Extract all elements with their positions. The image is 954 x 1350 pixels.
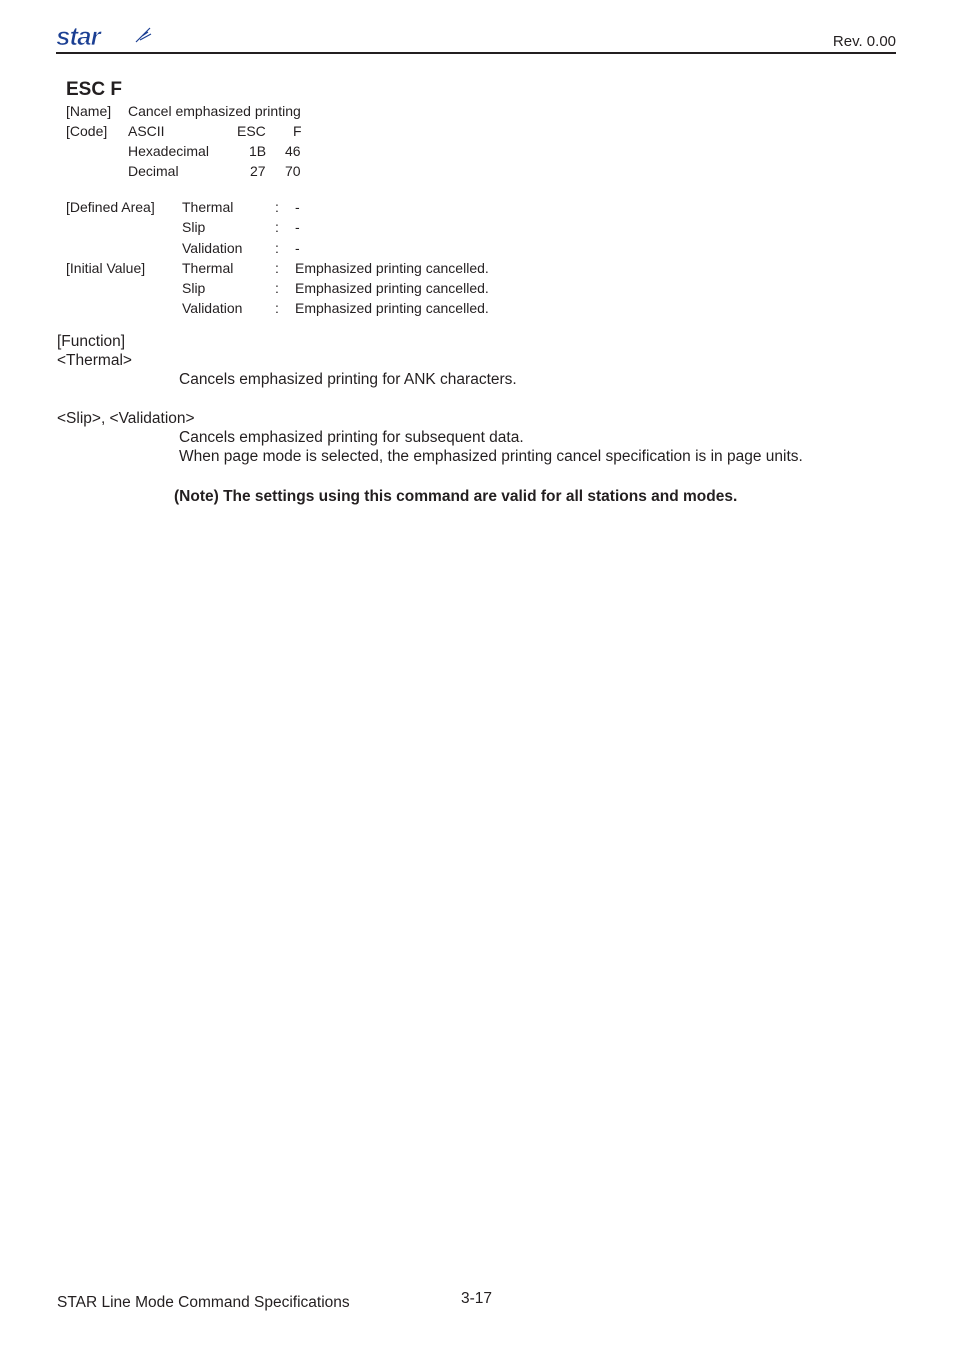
star-logo xyxy=(56,24,152,50)
defined-area-value: - xyxy=(295,219,300,235)
initial-value-station: Thermal xyxy=(182,260,234,276)
command-title: ESC F xyxy=(66,79,122,100)
defined-area-station: Slip xyxy=(182,219,206,235)
function-label: [Function] xyxy=(57,333,126,350)
note-text: (Note) The settings using this command are valid for all stations and modes. xyxy=(174,488,738,505)
code-row-value-b: 46 xyxy=(285,143,301,159)
defined-area-separator: : xyxy=(275,240,279,256)
thermal-description: Cancels emphasized printing for ANK characters. xyxy=(179,371,517,388)
initial-value-separator: : xyxy=(275,280,279,296)
initial-value-value: Emphasized printing cancelled. xyxy=(295,280,489,296)
logo-wordmark: star xyxy=(56,24,100,50)
page-number: 3-17 xyxy=(461,1290,493,1307)
logo-swoosh-icon xyxy=(136,28,151,42)
initial-value-separator: : xyxy=(275,300,279,316)
defined-area-station: Thermal xyxy=(182,199,234,215)
header-rule xyxy=(56,52,896,54)
thermal-heading: <Thermal> xyxy=(57,352,132,369)
code-row-value-b: F xyxy=(293,123,302,139)
initial-value-station: Slip xyxy=(182,280,206,296)
defined-area-separator: : xyxy=(275,219,279,235)
defined-area-separator: : xyxy=(275,199,279,215)
initial-value-value: Emphasized printing cancelled. xyxy=(295,260,489,276)
initial-value-label: [Initial Value] xyxy=(66,260,146,276)
initial-value-value: Emphasized printing cancelled. xyxy=(295,300,489,316)
slip-description-line1: Cancels emphasized printing for subsequent data. xyxy=(179,429,524,446)
name-label: [Name] xyxy=(66,103,112,119)
slip-validation-heading: <Slip>, <Validation> xyxy=(57,410,195,427)
defined-area-value: - xyxy=(295,240,300,256)
code-row-label: ASCII xyxy=(128,123,165,139)
code-row-label: Decimal xyxy=(128,163,179,179)
code-row-value-a: 27 xyxy=(250,163,266,179)
slip-description-line2: When page mode is selected, the emphasized printing cancel specification is in page units. xyxy=(179,448,803,465)
revision-label: Rev. 0.00 xyxy=(832,33,896,50)
code-row-value-a: ESC xyxy=(237,123,266,139)
initial-value-separator: : xyxy=(275,260,279,276)
footer-doc-title: STAR Line Mode Command Specifications xyxy=(57,1294,350,1311)
name-value: Cancel emphasized printing xyxy=(128,103,301,119)
code-row-value-b: 70 xyxy=(285,163,301,179)
code-label: [Code] xyxy=(66,123,108,139)
defined-area-station: Validation xyxy=(182,240,243,256)
defined-area-value: - xyxy=(295,199,300,215)
code-row-value-a: 1B xyxy=(249,143,267,159)
code-row-label: Hexadecimal xyxy=(128,143,209,159)
defined-area-label: [Defined Area] xyxy=(66,199,155,215)
initial-value-station: Validation xyxy=(182,300,243,316)
